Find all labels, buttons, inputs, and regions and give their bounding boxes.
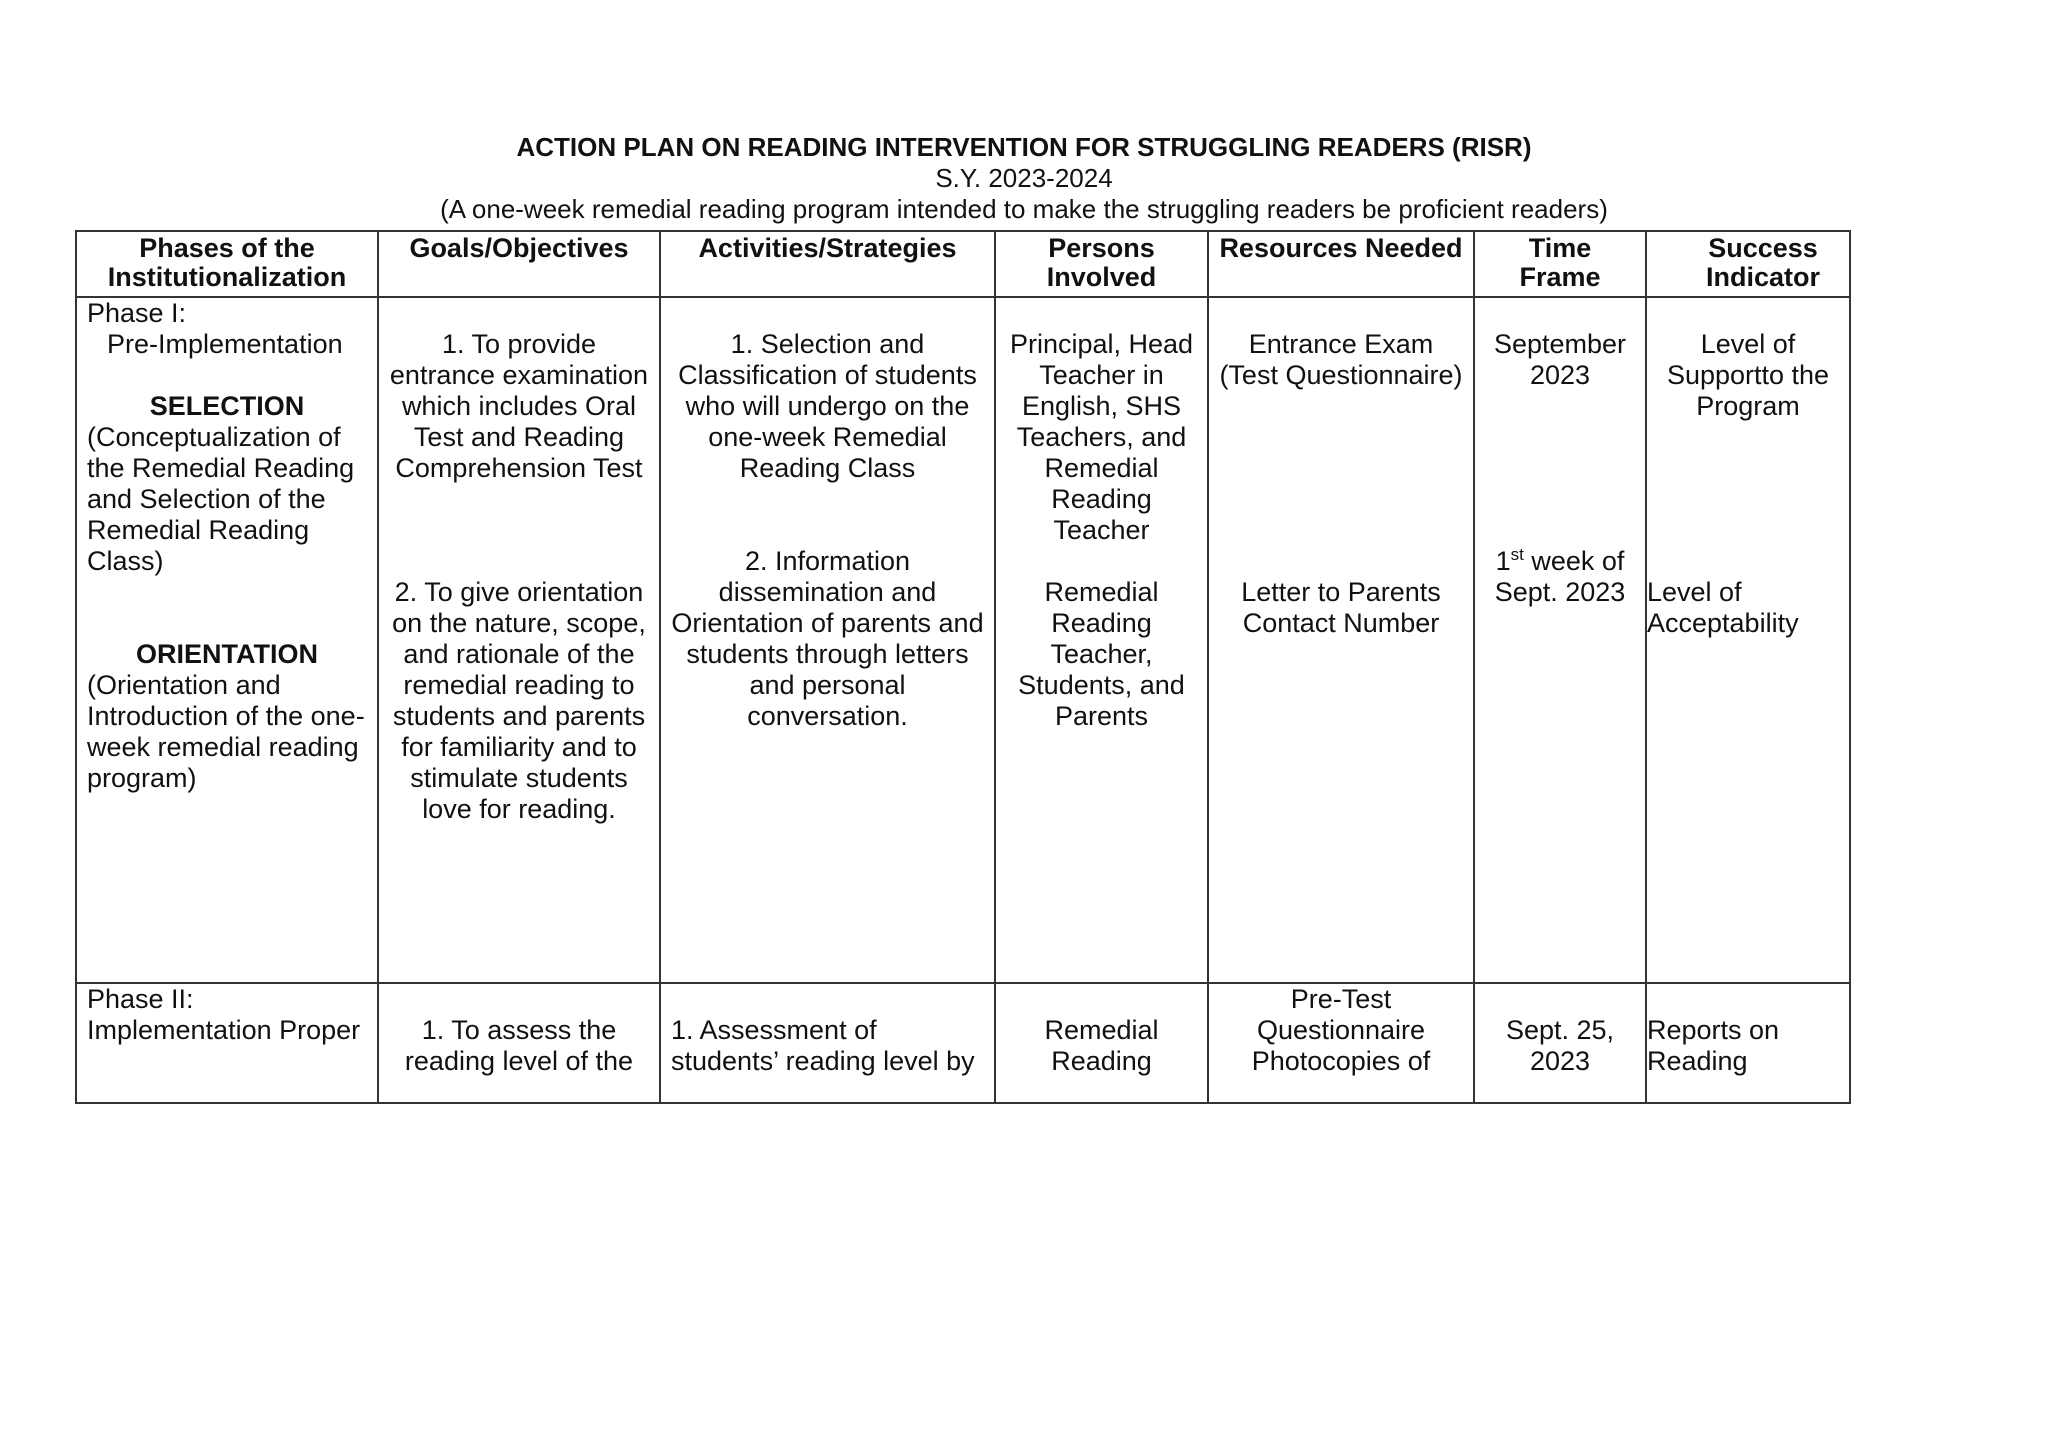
phase-2-success-cell bbox=[1646, 983, 1850, 1103]
phase-1-cell bbox=[76, 297, 378, 983]
phase-2-persons-cell bbox=[995, 983, 1208, 1103]
selection-resources: Entrance Exam (Test Questionnaire) bbox=[1219, 329, 1463, 390]
orientation-persons: Remedial Reading Teacher, Students, and Parents bbox=[1018, 577, 1185, 731]
phase-1-goals-cell bbox=[378, 297, 660, 983]
table-row-phase-1 bbox=[76, 297, 1850, 983]
phase-2-name: Implementation Proper bbox=[87, 1015, 361, 1045]
phase-1-time-cell bbox=[1474, 297, 1646, 983]
table-row-phase-2 bbox=[76, 983, 1850, 1103]
phase-2-label: Phase II: bbox=[87, 984, 194, 1014]
column-header-success: Success Indicator bbox=[1646, 231, 1850, 297]
orientation-success: Level of Acceptability bbox=[1647, 577, 1799, 638]
orientation-time: 1st week of Sept. 2023 bbox=[1494, 545, 1626, 607]
orientation-activity: 2. Information dissemination and Orientation of parents and students through letters and personal conversation. bbox=[671, 546, 984, 731]
table-header-row bbox=[76, 231, 1850, 297]
phase-2-time-cell bbox=[1474, 983, 1646, 1103]
program-description: (A one-week remedial reading program intended to make the struggling readers be proficient readers) bbox=[440, 194, 1608, 224]
phase-2-persons: Remedial Reading bbox=[1044, 1015, 1159, 1076]
selection-title: SELECTION bbox=[149, 391, 305, 421]
orientation-description: (Orientation and Introduction of the one-week remedial reading program) bbox=[87, 670, 365, 793]
phase-1-resources-cell bbox=[1208, 297, 1474, 983]
column-header-time: Time Frame bbox=[1474, 231, 1646, 297]
document-heading bbox=[0, 132, 2048, 225]
phase-2-goal: 1. To assess the reading level of the bbox=[404, 1015, 634, 1076]
document-title: ACTION PLAN ON READING INTERVENTION FOR STRUGGLING READERS (RISR) bbox=[516, 132, 1532, 162]
orientation-goal: 2. To give orientation on the nature, scope, and rationale of the remedial reading to students and parents for familiarity and to stimulate students love for reading. bbox=[392, 577, 646, 824]
phase-2-activity: 1. Assessment of students’ reading level by bbox=[671, 1015, 975, 1076]
column-header-persons: Persons Involved bbox=[995, 231, 1208, 297]
selection-success: Level of Supportto the Program bbox=[1666, 329, 1830, 421]
phase-2-activities-cell bbox=[660, 983, 995, 1103]
phase-2-goals-cell bbox=[378, 983, 660, 1103]
selection-persons: Principal, Head Teacher in English, SHS Teachers, and Remedial Reading Teacher bbox=[1009, 329, 1194, 545]
orientation-title: ORIENTATION bbox=[136, 639, 318, 669]
selection-description: (Conceptualization of the Remedial Reading and Selection of the Remedial Reading Class) bbox=[87, 422, 355, 576]
selection-goal: 1. To provide entrance examination which includes Oral Test and Reading Comprehension Test bbox=[389, 329, 649, 483]
phase-2-success: Reports on Reading bbox=[1647, 1015, 1780, 1076]
action-plan-table bbox=[75, 230, 1851, 1104]
school-year: S.Y. 2023-2024 bbox=[935, 163, 1113, 193]
column-header-activities: Activities/Strategies bbox=[660, 231, 995, 297]
phase-1-success-cell bbox=[1646, 297, 1850, 983]
selection-time: September 2023 bbox=[1493, 329, 1627, 390]
column-header-goals: Goals/Objectives bbox=[378, 231, 660, 297]
column-header-resources: Resources Needed bbox=[1208, 231, 1474, 297]
phase-1-name: Pre-Implementation bbox=[107, 329, 343, 359]
phase-1-label: Phase I: bbox=[87, 298, 187, 328]
phase-2-resources: Pre-Test Questionnaire Photocopies of bbox=[1251, 984, 1431, 1076]
phase-1-activities-cell bbox=[660, 297, 995, 983]
phase-2-time: Sept. 25, 2023 bbox=[1505, 1015, 1615, 1076]
phase-1-persons-cell bbox=[995, 297, 1208, 983]
column-header-phases: Phases of the Institutionalization bbox=[76, 231, 378, 297]
orientation-resources: Letter to Parents Contact Number bbox=[1241, 577, 1441, 638]
selection-activity: 1. Selection and Classification of students who will undergo on the one-week Remedial Reading Class bbox=[678, 329, 977, 483]
phase-2-resources-cell bbox=[1208, 983, 1474, 1103]
phase-2-cell bbox=[76, 983, 378, 1103]
